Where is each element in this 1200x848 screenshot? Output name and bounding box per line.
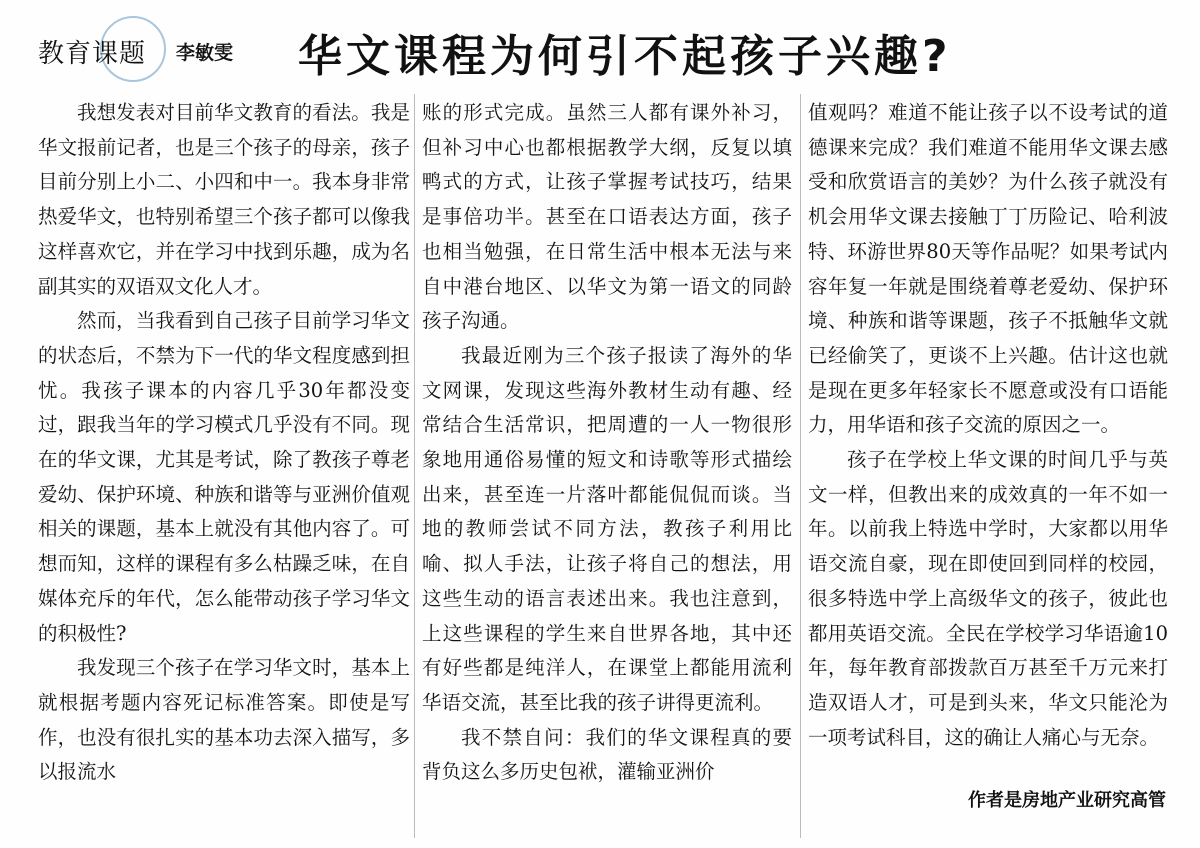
paragraph: 我最近刚为三个孩子报读了海外的华文网课，发现这些海外教材生动有趣、经常结合生活常识，把周遭的一人一物很形象地用通俗易懂的短文和诗歌等形式描绘出来，甚至连一片落叶都能侃侃而谈。当地的教师尝试不同方法，教孩子利用比喻、拟人手法，让孩子将自己的想法，用这些生动的语言表述出来。我也注意到，上这些课程的学生来自世界各地，其中还有好些都是纯洋人，在课堂上都能用流利华语交流，甚至比我的孩子讲得更流利。 bbox=[422, 343, 792, 714]
paragraph: 然而，当我看到自己孩子目前学习华文的状态后，不禁为下一代的华文程度感到担忧。我孩子课本的内容几乎30年都没变过，跟我当年的学习模式几乎没有不同。现在的华文课，尤其是考试，除了教孩子尊老爱幼、保护环境、种族和谐等与亚洲价值观相关的课题，基本上就没有其他内容了。可想而知，这样的课程有多么枯躁乏味，在自媒体充斥的年代，怎么能带动孩子学习华文的积极性? bbox=[38, 309, 410, 645]
column-divider bbox=[414, 94, 415, 838]
paragraph: 账的形式完成。虽然三人都有课外补习，但补习中心也都根据教学大纲，反复以填鸭式的方式，让孩子掌握考试技巧，结果是事倍功半。甚至在口语表达方面，孩子也相当勉强，在日常生活中根本无法与来自中港台地区、以华文为第一语文的同龄孩子沟通。 bbox=[422, 101, 792, 333]
paragraph: 孩子在学校上华文课的时间几乎与英文一样，但教出来的成效真的一年不如一年。以前我上特选中学时，大家都以用华语交流自豪，现在即使回到同样的校园，很多特选中学上高级华文的孩子，彼此也都用英语交流。全民在学校学习华语逾10年，每年教育部拨款百万甚至千万元来打造双语人才，可是到头来，华文只能沦为一项考试科目，这的确让人痛心与无奈。 bbox=[808, 448, 1168, 749]
author-name: 李敏雯 bbox=[176, 42, 234, 64]
author-byline: 作者是房地产业研究高管 bbox=[968, 790, 1166, 811]
article-column-2 bbox=[422, 96, 792, 790]
paragraph: 我发现三个孩子在学习华文时，基本上就根据考题内容死记标准答案。即使是写作，也没有很扎实的基本功去深入描写，多以报流水 bbox=[38, 656, 410, 784]
article-column-1 bbox=[38, 96, 410, 790]
article-header bbox=[0, 0, 1200, 88]
column-tag: 教育课题 bbox=[38, 39, 147, 69]
paragraph: 我不禁自问：我们的华文课程真的要背负这么多历史包袱，灌输亚洲价 bbox=[422, 725, 792, 784]
paragraph: 我想发表对目前华文教育的看法。我是华文报前记者，也是三个孩子的母亲，孩子目前分别上小二、小四和中一。我本身非常热爱华文，也特别希望三个孩子都可以像我这样喜欢它，并在学习中找到乐趣，成为名副其实的双语双文化人才。 bbox=[38, 101, 410, 298]
column-divider bbox=[800, 94, 801, 838]
paragraph: 值观吗？难道不能让孩子以不设考试的道德课来完成？我们难道不能用华文课去感受和欣赏语言的美妙？为什么孩子就没有机会用华文课去接触丁丁历险记、哈利波特、环游世界80天等作品呢？如果考试内容年复一年就是围绕着尊老爱幼、保护环境、种族和谐等课题，孩子不抵触华文就已经偷笑了，更谈不上兴趣。估计这也就是现在更多年轻家长不愿意或没有口语能力，用华语和孩子交流的原因之一。 bbox=[808, 101, 1168, 437]
article-column-3 bbox=[808, 96, 1168, 755]
headline: 华文课程为何引不起孩子兴趣? bbox=[298, 31, 952, 82]
